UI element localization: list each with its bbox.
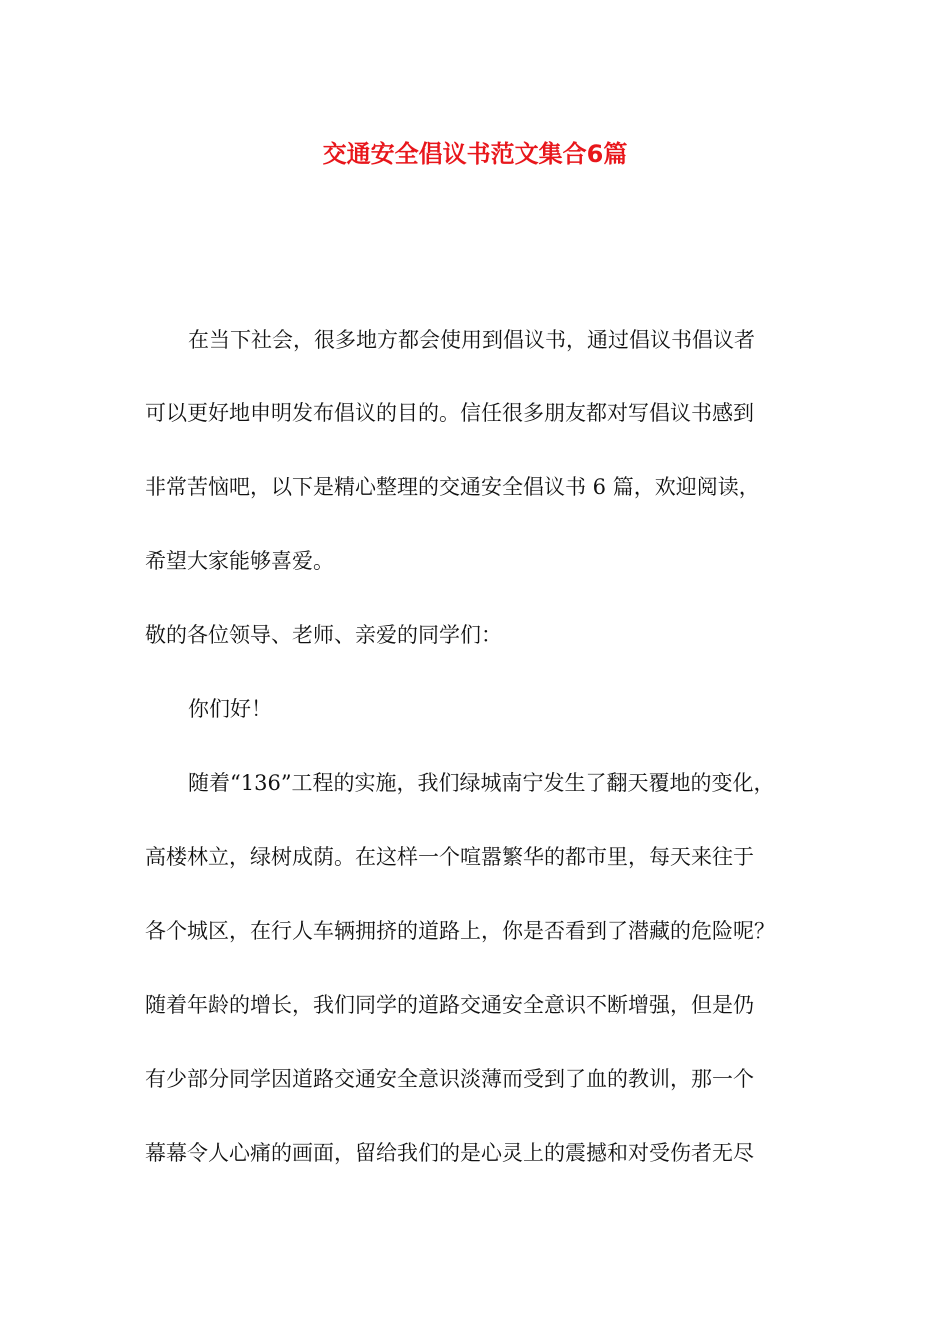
- salutation-line: 敬的各位领导、老师、亲爱的同学们：: [145, 623, 502, 647]
- paragraph-line: 在当下社会，很多地方都会使用到倡议书，通过倡议书倡议者: [188, 328, 755, 352]
- document-title: 交通安全倡议书范文集合6篇: [322, 140, 628, 168]
- greeting-line: 你们好！: [188, 697, 272, 721]
- paragraph-line: 幕幕令人心痛的画面，留给我们的是心灵上的震撼和对受伤者无尽: [145, 1141, 754, 1165]
- paragraph-line: 有少部分同学因道路交通安全意识淡薄而受到了血的教训，那一个: [145, 1067, 754, 1091]
- paragraph-line: 随着“136”工程的实施，我们绿城南宁发生了翻天覆地的变化，: [188, 771, 775, 795]
- paragraph-line: 随着年龄的增长，我们同学的道路交通安全意识不断增强，但是仍: [145, 993, 754, 1017]
- paragraph-line: 可以更好地申明发布倡议的目的。信任很多朋友都对写倡议书感到: [145, 401, 754, 425]
- paragraph-line: 各个城区，在行人车辆拥挤的道路上，你是否看到了潜藏的危险呢？: [145, 919, 775, 943]
- paragraph-line: 希望大家能够喜爱。: [145, 549, 334, 573]
- paragraph-line: 非常苦恼吧，以下是精心整理的交通安全倡议书 6 篇，欢迎阅读，: [145, 475, 760, 499]
- paragraph-line: 高楼林立，绿树成荫。在这样一个喧嚣繁华的都市里，每天来往于: [145, 845, 754, 869]
